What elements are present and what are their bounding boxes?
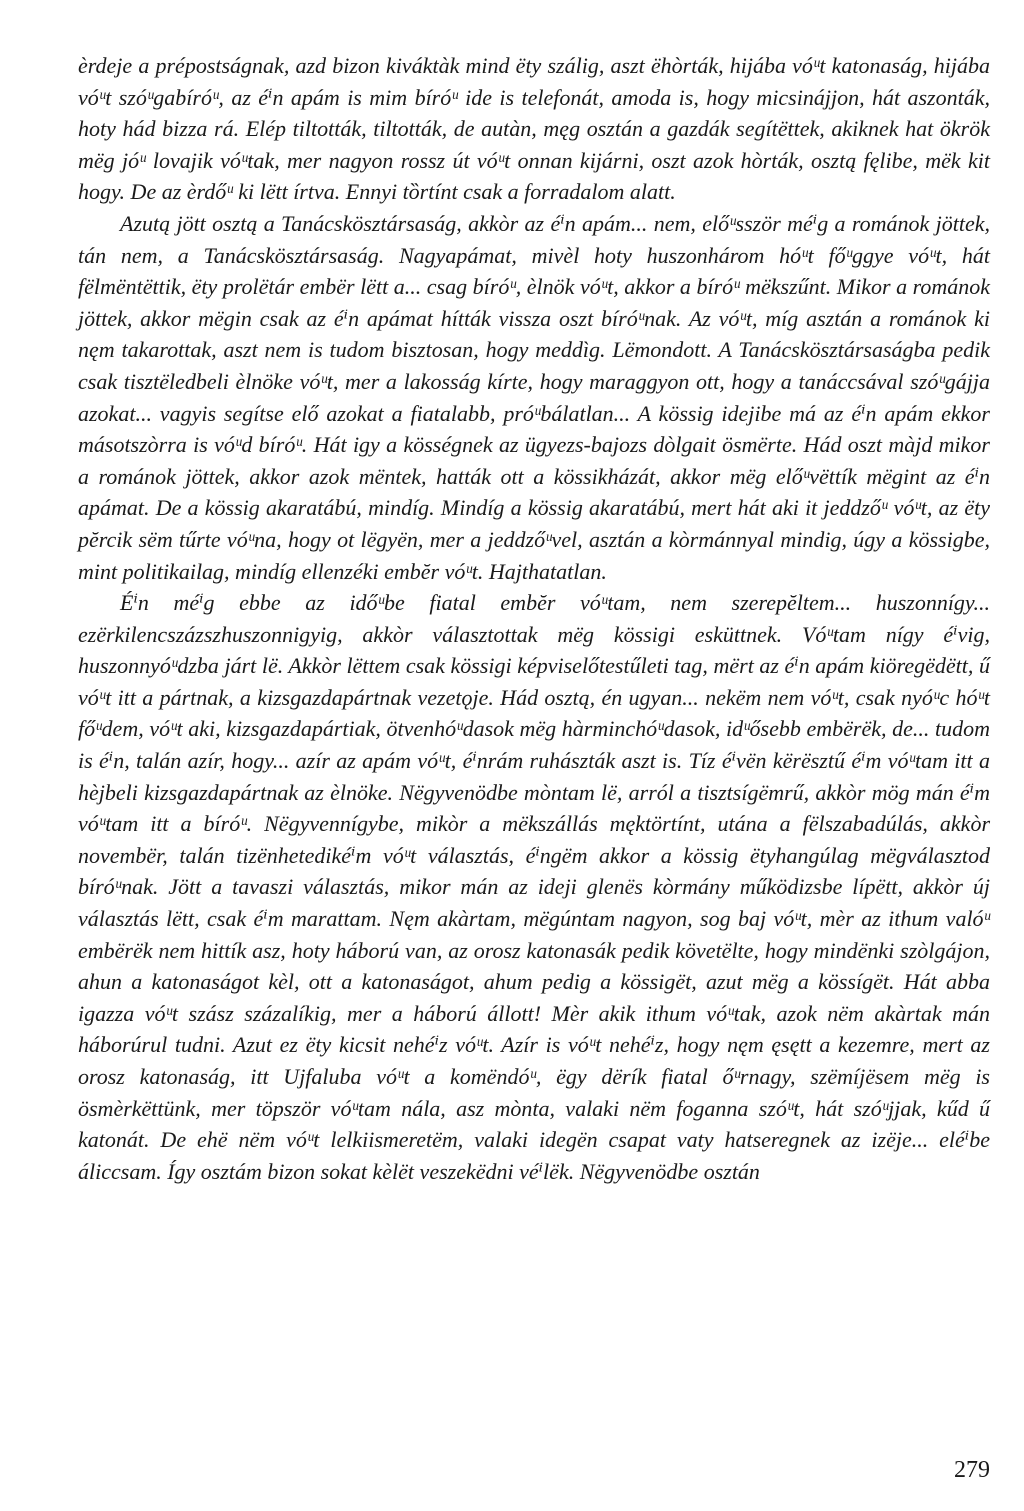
page-body (78, 50, 990, 1187)
page-number: 279 (954, 1457, 990, 1483)
paragraph-1: èrdeje a prépostságnak, azd bizon kiváktàk mind ëty szálig, aszt ëhòrták, hijába vóᵘt katonaság, hijába vóᵘt szóᵘgabíróᵘ, az éⁱn apám is mim bíróᵘ ide is telefonát, amoda is, hogy micsinájjon, hát aszonták, hoty hád bizza rá. Elép tiltották, tiltották, de autàn, męg osztán a gazdák segítëttek, akiknek hat ökrök mëg jóᵘ lovajik vóᵘtak, mer nagyon rossz út vóᵘt onnan kijárni, oszt azok hòrták, osztą fęlibe, mëk kit hogy. De az èrdőᵘ ki lëtt írtva. Ennyi tȍrtínt csak a forradalom alatt. (78, 53, 990, 205)
paragraph-2: Azutą jött osztą a Tanácskösztársaság, akkòr az éⁱn apám... nem, előᵘsször méⁱg a románok jöttek, tán nem, a Tanácskösztársaság. Nagyapámat, mivèl hoty huszonhárom hóᵘt főᵘggye vóᵘt, hát fëlmëntëttik, ëty prolëtár embër lëtt a... csag bíróᵘ, èlnök vóᵘt, akkor a bíróᵘ mëkszűnt. Mikor a románok jöttek, akkor mëgin csak az éⁱn apámat hítták vissza oszt bíróᵘnak. Az vóᵘt, míg asztán a románok ki nęm takarottak, aszt nem is tudom bisztosan, hogy meddìg. Lëmondott. A Tanácskösztársaságba pedik csak tisztëledbeli èlnöke vóᵘt, mer a lakosság kírte, hogy maraggyon ott, hogy a tanáccsával szóᵘgájja azokat... vagyis segítse elő azokat a fiatalabb, próᵘbálatlan... A kössig idejibe má az éⁱn apám ekkor másotszòrra is vóᵘd bíróᵘ. Hát igy a kösségnek az ügyezs-bajozs dòlgait ösmërte. Hád oszt màjd mikor a románok jöttek, akkor azok mëntek, hatták ott a kössikházát, akkor mëg előᵘvëttík mëgint az éⁱn apámat. De a kössig akaratábú, mindíg. Mindíg a kössig akaratábú, mert hát aki it jeddzőᵘ vóᵘt, az ëty pĕrcik sëm tűrte vóᵘna, hogy ot lëgyën, mer a jeddzőᵘvel, asztán a kòrmánnyal mindig, úgy a kössigbe, mint politikailag, mindíg ellenzéki embĕr vóᵘt. Hajthatatlan. (78, 210, 990, 584)
paragraph-3: Éⁱn méⁱg ebbe az időᵘbe fiatal embĕr vóᵘtam, nem szerepĕltem... huszonnígy... ezërkilencszázszhuszonnigyig, akkòr választottak mëg kössigi esküttnek. Vóᵘtam nígy éⁱvig, huszonnyóᵘdzba járt lë. Akkòr lëttem csak kössigi képviselőtestűleti tag, mërt az éⁱn apám kiöregëdëtt, ű vóᵘt itt a pártnak, a kizsgazdapártnak vezetǫje. Hád osztą, én ugyan... nekëm nem vóᵘt, csak nyóᵘc hóᵘt főᵘdem, vóᵘt aki, kizsgazdapártiak, ötvenhóᵘdasok mëg hàrminchóᵘdasok, idᵘősebb embërëk, de... tudom is éⁱn, talán azír, hogy... azír az apám vóᵘt, éⁱnrám ruhászták aszt is. Tíz éⁱvën kërësztű éⁱm vóᵘtam itt a hèjbeli kizsgazdapártnak az èlnöke. Nëgyvenödbe mòntam lë, arról a tisztsígëmrű, akkòr mög mán éⁱm vóᵘtam itt a bíróᵘ. Nëgyvennígybe, mikòr a mëkszállás męktörtínt, utána a fëlszabadúlás, akkòr novembër, talán tizënhetedikéⁱm vóᵘt választás, éⁱngëm akkor a kössig ëtyhangúlag mëgválasztod bíróᵘnak. Jött a tavaszi választás, mikor mán az ideji glenës kòrmány működizsbe lípëtt, akkòr új választás lëtt, csak éⁱm marattam. Nęm akàrtam, mëgúntam nagyon, sog baj vóᵘt, mèr az ithum valóᵘ embërëk nem hittík asz, hoty háború van, az orosz katonasák pedik követëlte, hogy mindënki szòlgájon, ahun a katonaságot kèl, ott a katonaságot, ahum pedig a kössigët, azut mëg a kössígët. Hát abba igazza vóᵘt szász százalíkig, mer a háború állott! Mèr akik ithum vóᵘtak, azok nëm akàrtak mán háborúrul tudni. Azut ez ëty kicsit nehéⁱz vóᵘt. Azír is vóᵘt nehéⁱz, hogy nęm ęsętt a kezemre, mert az orosz katonaság, itt Ujfaluba vóᵘt a komëndóᵘ, ëgy dërík fiatal őᵘrnagy, szëmíjësem mëg is ösmèrkëttünk, mer töpször vóᵘtam nála, asz mònta, valaki nëm foganna szóᵘt, hát szóᵘjjak, kűd ű katonát. De ehë nëm vóᵘt lelkiismeretëm, valaki idegën csapat vaty hatseregnek az izëje... eléⁱbe áliccsam. Így osztám bizon sokat kèlët veszekëdni véⁱlëk. Nëgyvenödbe osztán (78, 590, 990, 1184)
